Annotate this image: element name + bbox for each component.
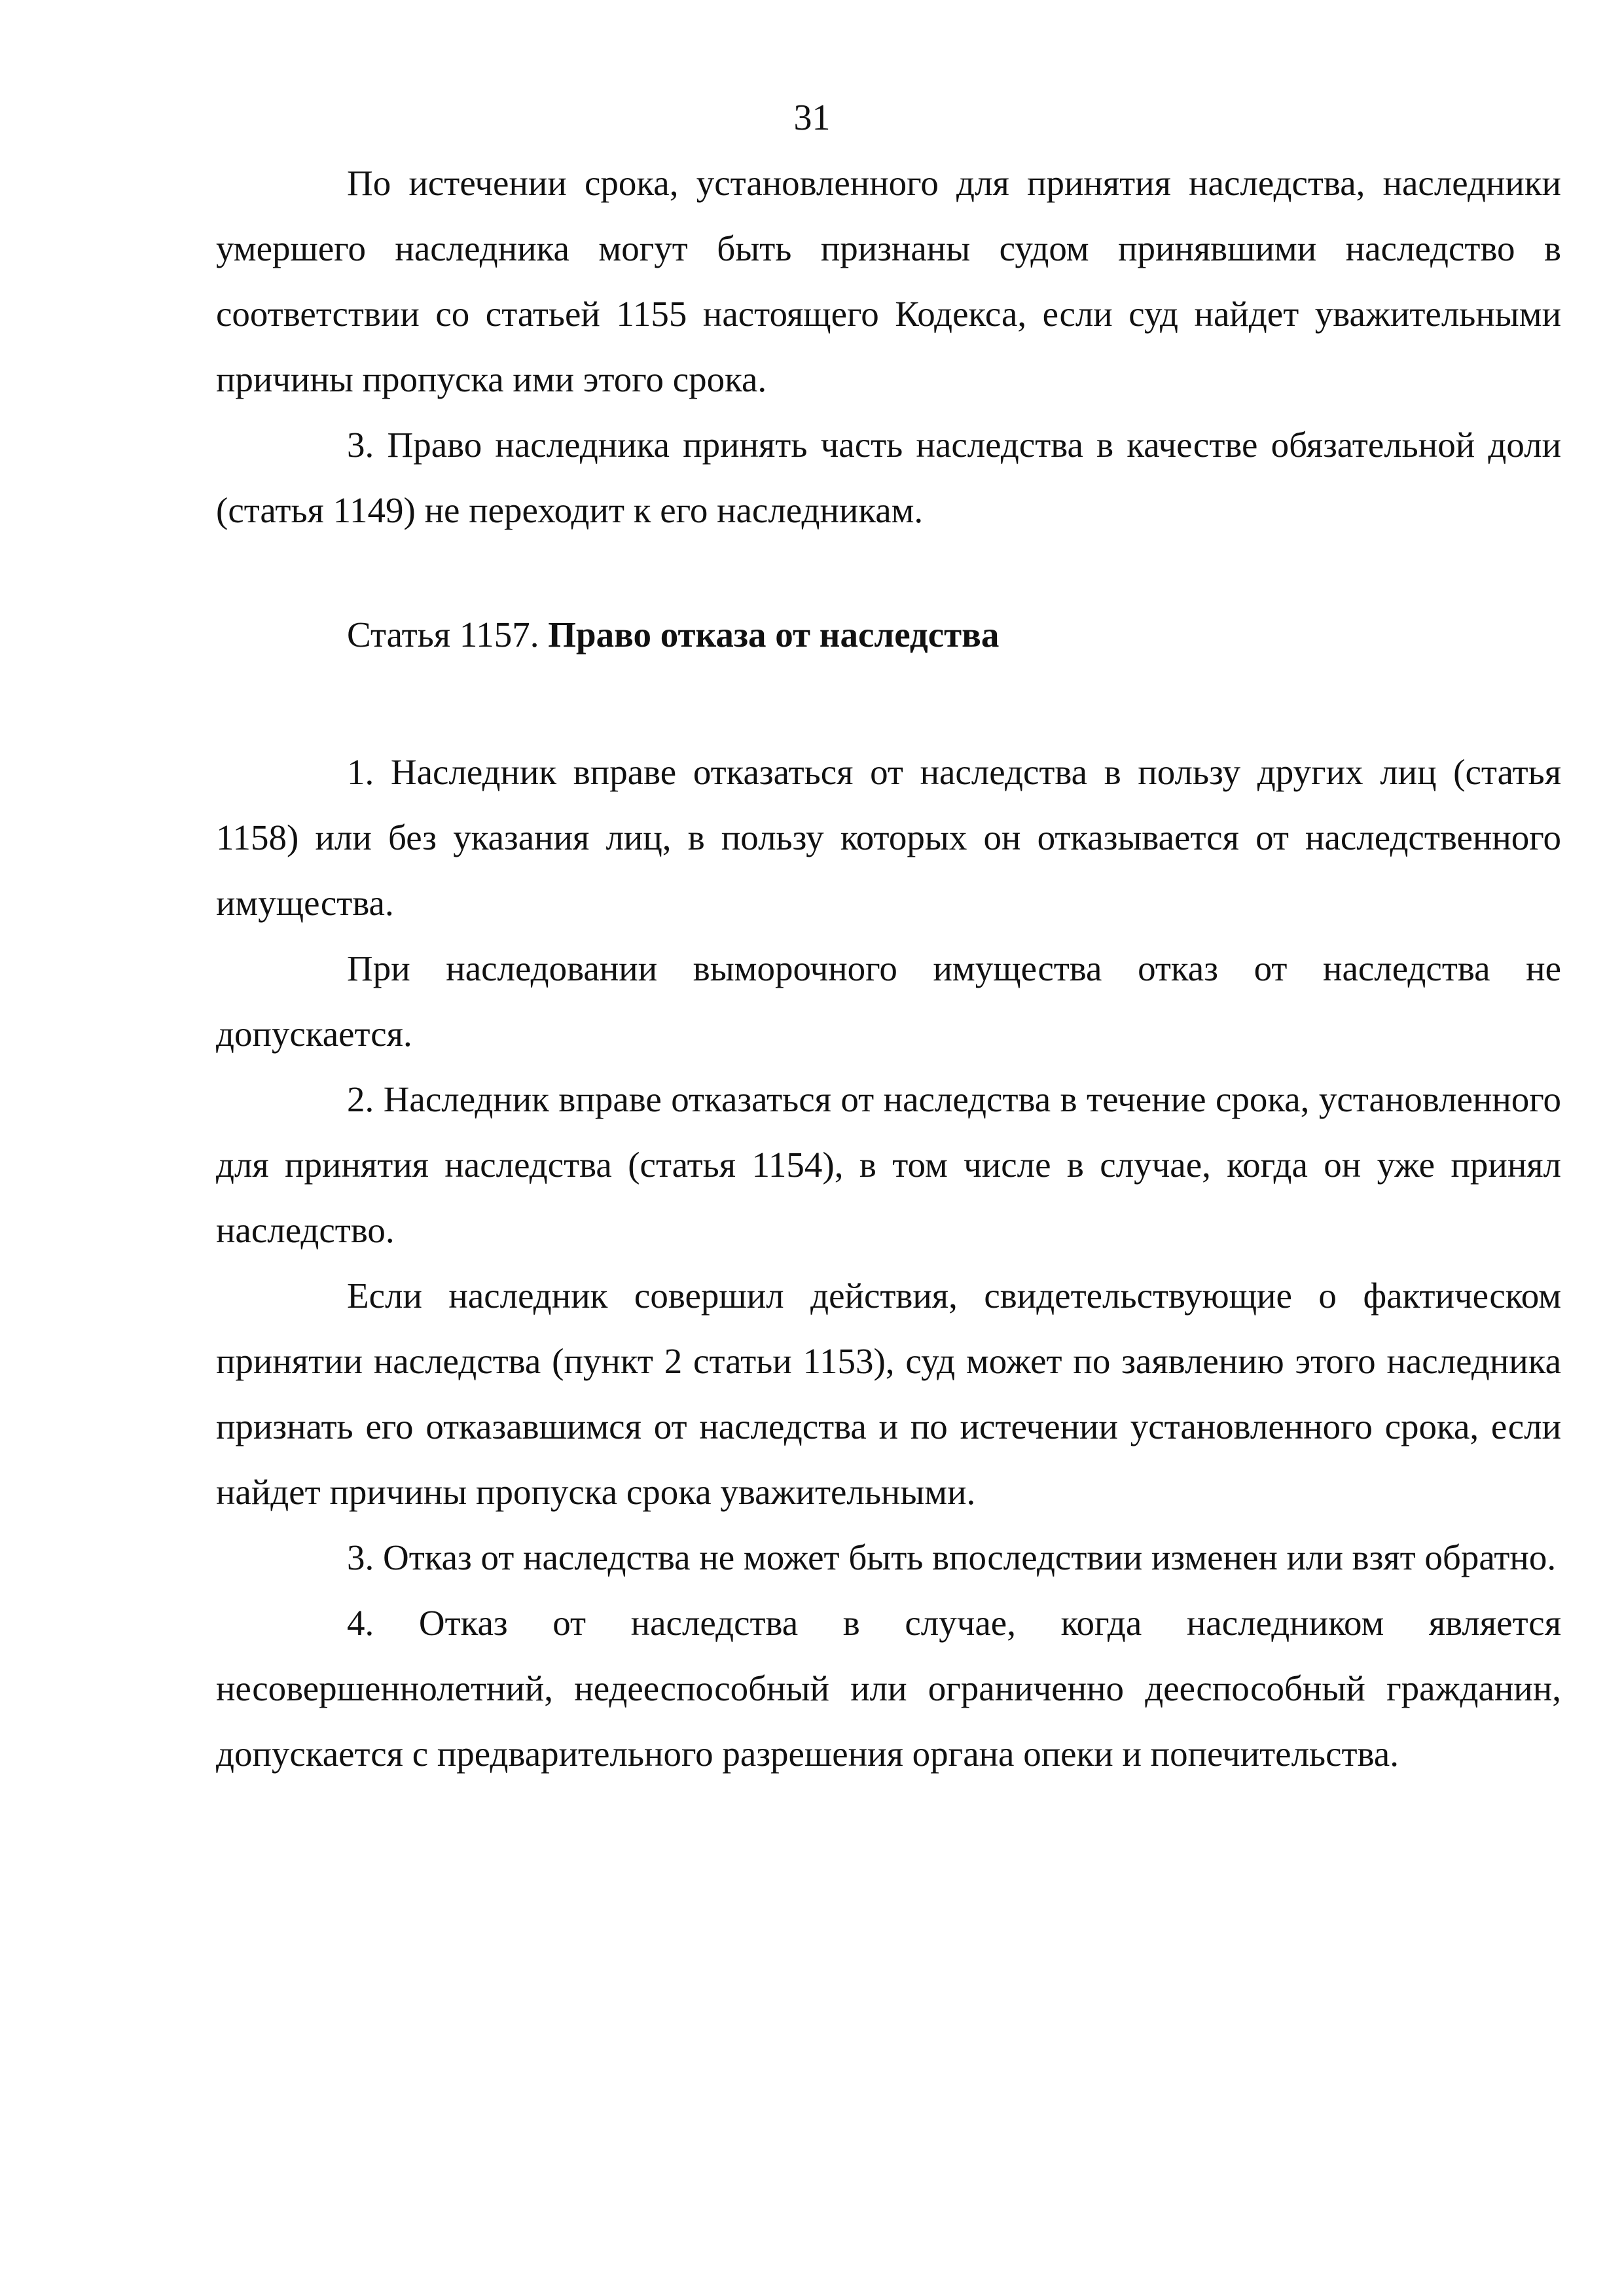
page-number: 31 [793, 98, 831, 138]
document-body [216, 151, 1561, 1787]
paragraph: 3. Отказ от наследства не может быть впоследствии изменен или взят обратно. [347, 1537, 1557, 1577]
paragraph: По истечении срока, установленного для принятия наследства, наследники умершего наследника могут быть признаны судом принявшими наследство в соответствии со статьей 1155 настоящего Кодекса, если суд найдет уважительными причины пропуска ими этого срока. [216, 163, 1561, 399]
paragraph: 4. Отказ от наследства в случае, когда наследником является несовершеннолетний, недееспособный или ограниченно дееспособный гражданин, допускается с предварительного разрешения органа опеки и попечительства. [216, 1603, 1561, 1774]
article-title: Право отказа от наследства [548, 615, 1000, 655]
paragraph: 2. Наследник вправе отказаться от наследства в течение срока, установленного для принятия наследства (статья 1154), в том числе в случае, когда он уже принял наследство. [216, 1079, 1561, 1250]
paragraph: При наследовании выморочного имущества отказ от наследства не допускается. [216, 948, 1561, 1054]
article-heading [216, 602, 1561, 668]
article-number: Статья 1157. [347, 615, 539, 655]
paragraph: 1. Наследник вправе отказаться от наследства в пользу других лиц (статья 1158) или без указания лиц, в пользу которых он отказывается от наследственного имущества. [216, 752, 1561, 923]
paragraph: Если наследник совершил действия, свидетельствующие о фактическом принятии наследства (пункт 2 статьи 1153), суд может по заявлению этого наследника признать его отказавшимся от наследства и по истечении установленного срока, если найдет причины пропуска срока уважительными. [216, 1276, 1561, 1512]
paragraph: 3. Право наследника принять часть наследства в качестве обязательной доли (статья 1149) не переходит к его наследникам. [216, 425, 1561, 530]
